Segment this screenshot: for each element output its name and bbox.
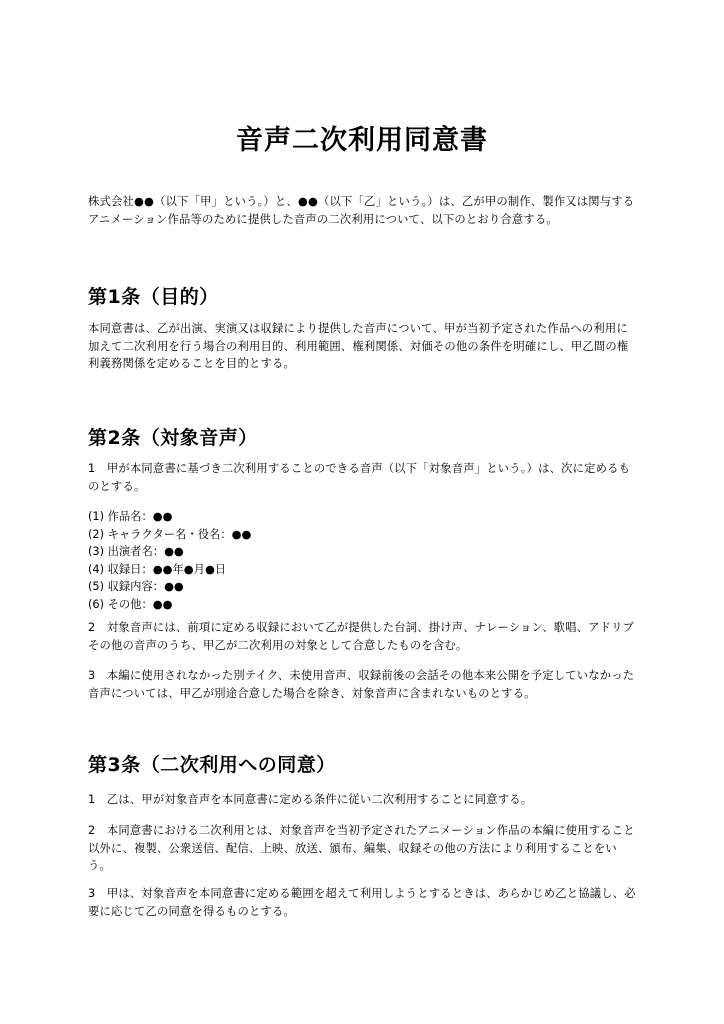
article-2-paragraph-1: 1 甲が本同意書に基づき二次利用することのできる音声（以下「対象音声」という。）は、次に定めるものとする。 (88, 462, 631, 493)
article-2-item-list (88, 508, 638, 613)
article-3-heading: 第3条（二次利用への同意） (88, 754, 336, 776)
list-item: (5) 収録内容：●● (88, 580, 184, 593)
article-1-heading: 第1条（目的） (88, 286, 219, 308)
intro-paragraph: 株式会社●●（以下「甲」という。）と、●●（以下「乙」という。）は、乙が甲の制作、製作又は関与するアニメーション作品等のために提供した音声の二次利用について、以下のとおり合意する。 (88, 195, 635, 226)
list-item: (6) その他：●● (88, 597, 173, 611)
article-2-heading: 第2条（対象音声） (88, 427, 258, 449)
list-item: (4) 収録日：●●年●月●日 (88, 562, 227, 576)
list-item: (3) 出演者名：●● (88, 545, 184, 558)
article-3-paragraph-3: 3 甲は、対象音声を本同意書に定める範囲を超えて利用しようとするときは、あらかじめ乙と協議し、必要に応じて乙の同意を得るものとする。 (88, 887, 636, 918)
article-1-body: 本同意書は、乙が出演、実演又は収録により提供した音声について、甲が当初予定された作品への利用に加えて二次利用を行う場合の利用目的、利用範囲、権利関係、対価その他の条件を明確にし、甲乙間の権利義務関係を定めることを目的とする。 (88, 322, 629, 370)
article-2-paragraph-3: 3 本編に使用されなかった別テイク、未使用音声、収録前後の会話その他本来公開を予定していなかった音声については、甲乙が別途合意した場合を除き、対象音声に含まれないものとする。 (88, 669, 635, 700)
document-title: 音声二次利用同意書 (236, 125, 488, 156)
list-item: (2) キャラクター名・役名：●● (88, 527, 252, 541)
list-item: (1) 作品名：●● (88, 510, 173, 523)
article-3-paragraph-1: 1 乙は、甲が対象音声を本同意書に定める条件に従い二次利用することに同意する。 (88, 793, 533, 806)
article-2-paragraph-2: 2 対象音声には、前項に定める収録において乙が提供した台詞、掛け声、ナレーション、歌唱、アドリブその他の音声のうち、甲乙が二次利用の対象として合意したものを含む。 (88, 621, 635, 652)
article-3-paragraph-2: 2 本同意書における二次利用とは、対象音声を当初予定されたアニメーション作品の本編に使用すること以外に、複製、公衆送信、配信、上映、放送、頒布、編集、収録その他の方法により利用することをいう。 (88, 824, 635, 872)
